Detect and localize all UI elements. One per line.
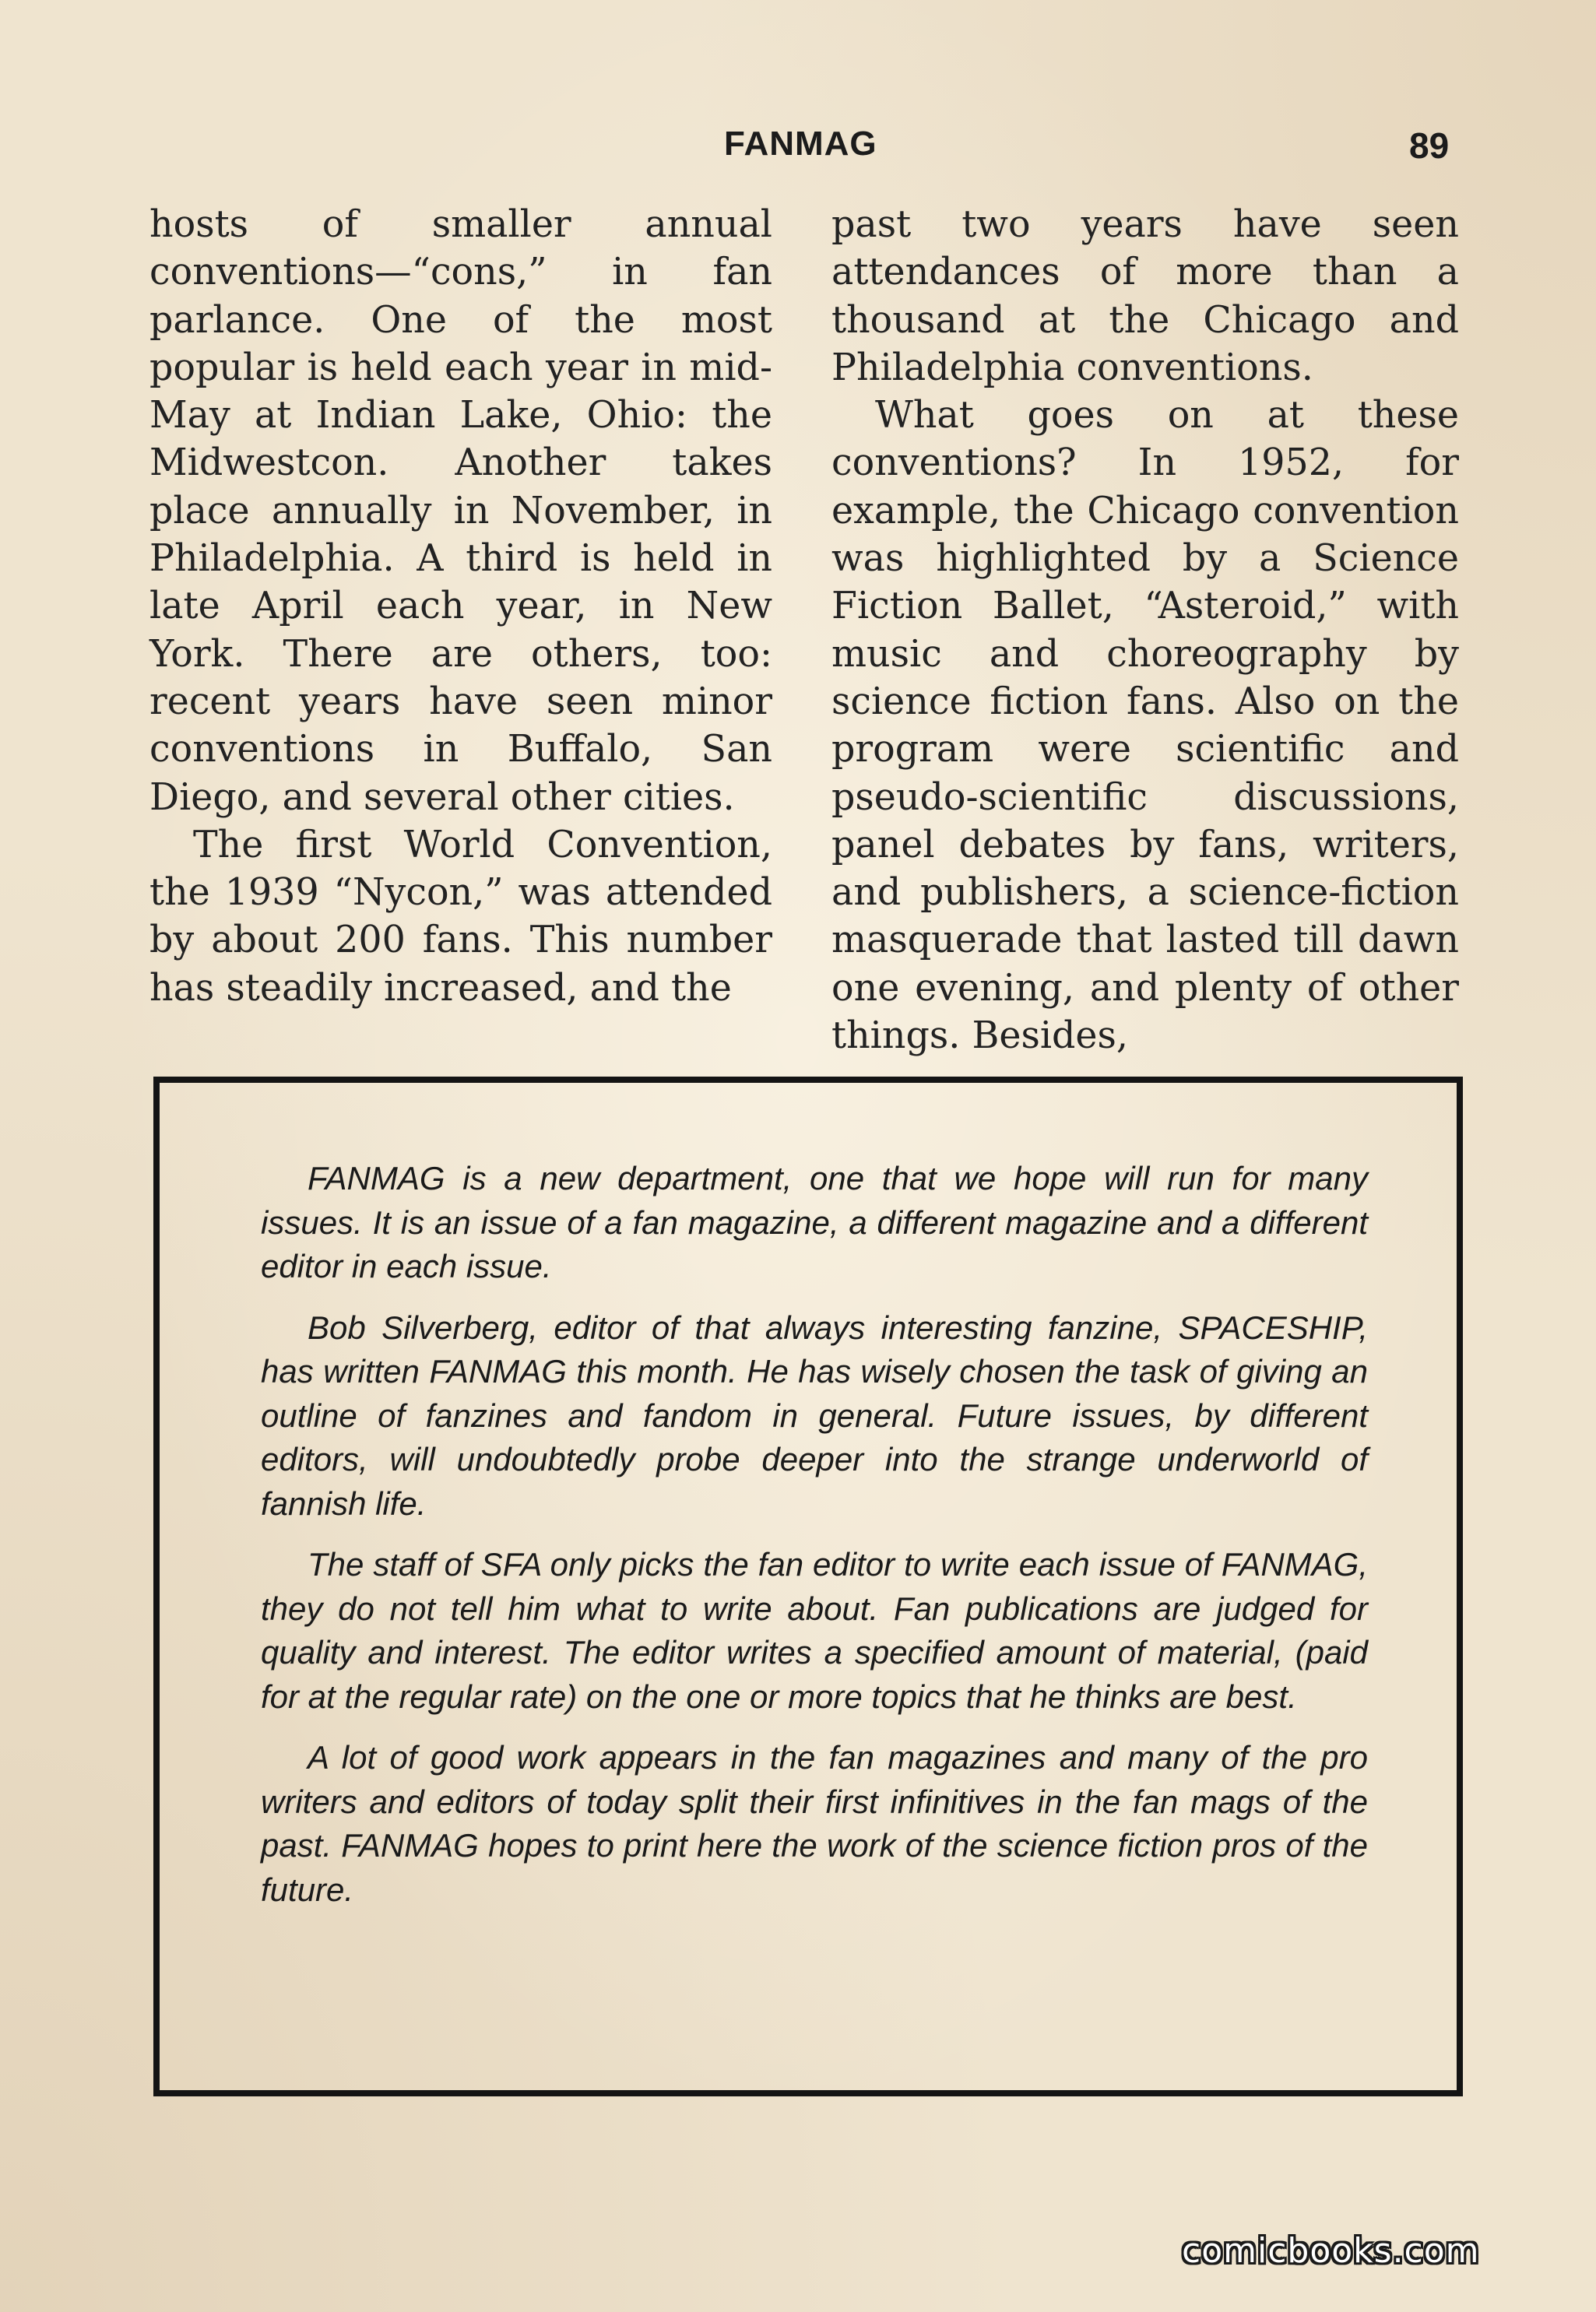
notice-paragraph: Bob Silverberg, editor of that always interesting fanzine, SPACESHIP, has written FANMAG this month. He has wisely chosen the task of giving an outline of fanzines and fandom in general. Future issues, by different editors, will undoubtedly probe deeper into the strange underworld of fannish life. xyxy=(261,1309,1368,1522)
running-head: FANMAG xyxy=(724,125,877,163)
notice-paragraph: The staff of SFA only picks the fan editor to write each issue of FANMAG, they do not tell him what to write about. Fan publications are judged for quality and interest. The editor writes a specified amount of material, (paid for at the regular rate) on the one or more topics that he thinks are best. xyxy=(261,1546,1368,1715)
article-paragraph: past two years have seen attendances of more than a thousand at the Chicago and Philadelphia conventions. xyxy=(831,203,1459,389)
notice-paragraph: A lot of good work appears in the fan magazines and many of the pro writers and editors of today split their first infinitives in the fan mags of the past. FANMAG hopes to print here the work of the science fiction pros of the future. xyxy=(261,1739,1368,1908)
editorial-notice-text xyxy=(261,1157,1368,1929)
article-paragraph: hosts of smaller annual conventions—“cons,” in fan parlance. One of the most popular is held each year in mid-May at Indian Lake, Ohio: the Midwestcon. Another takes place annually in November, in Philadelphia. A third is held in late April each year, in New York. There are others, too: recent years have seen minor conventions in Buffalo, San Diego, and several other cities. xyxy=(149,203,772,819)
notice-paragraph: FANMAG is a new department, one that we hope will run for many issues. It is an issue of a fan magazine, a different magazine and a different editor in each issue. xyxy=(261,1160,1368,1284)
article-right-column xyxy=(831,201,1459,1059)
article-left-column xyxy=(149,201,772,1012)
page-header xyxy=(0,125,1596,171)
article-paragraph: What goes on at these conventions? In 1952, for example, the Chicago convention was highlighted by a Science Fiction Ballet, “Asteroid,” with music and choreography by science fiction fans. Also on the program were scientific and pseudo-scientific discussions, panel debates by fans, writers, and publishers, a science-fiction masquerade that lasted till dawn one evening, and plenty of other things. Besides, xyxy=(831,394,1459,1058)
page-number: 89 xyxy=(1409,125,1450,166)
editorial-notice-box xyxy=(153,1077,1463,2096)
article-paragraph: The first World Convention, the 1939 “Nycon,” was attended by about 200 fans. This number has steadily increased, and the xyxy=(149,823,772,1010)
watermark-logo: comicbooks.com xyxy=(1182,2231,1480,2271)
